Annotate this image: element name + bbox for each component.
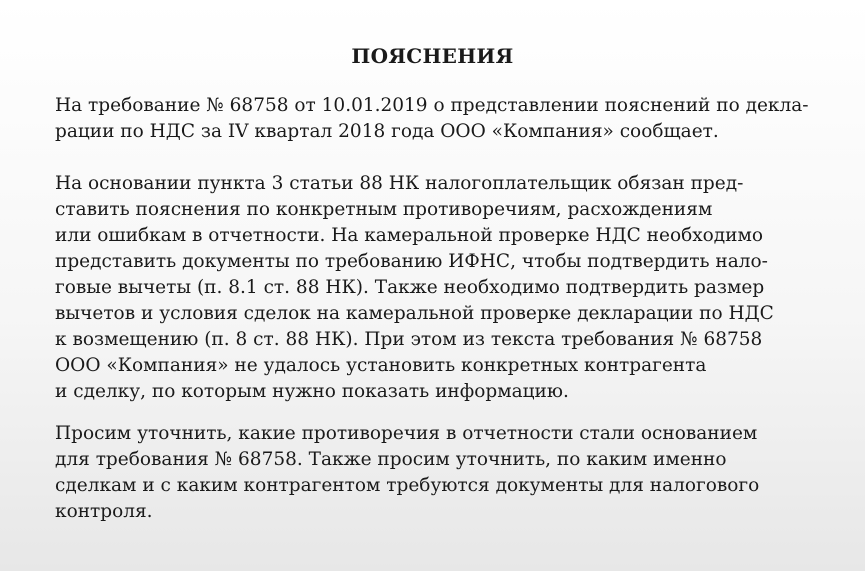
text-line: контроля. (55, 501, 153, 522)
paragraph-request-reference (55, 93, 845, 145)
text-line: Просим уточнить, какие противоречия в отчетности стали основанием (55, 423, 758, 444)
document-title: ПОЯСНЕНИЯ (351, 44, 514, 68)
text-line: рации по НДС за IV квартал 2018 года ООО «Компания» сообщает. (55, 121, 719, 142)
text-line: вычетов и условия сделок на камеральной проверке декларации по НДС (55, 303, 774, 324)
text-line: ставить пояснения по конкретным противоречиям, расхождениям (55, 199, 713, 220)
text-line: ООО «Компания» не удалось установить конкретных контрагента (55, 355, 707, 376)
text-line: или ошибкам в отчетности. На камеральной проверке НДС необходимо (55, 225, 764, 246)
text-line: представить документы по требованию ИФНС, чтобы подтвердить нало- (55, 251, 768, 272)
text-line: На основании пункта 3 статьи 88 НК налогоплательщик обязан пред- (55, 173, 744, 194)
text-line: сделкам и с каким контрагентом требуются документы для налогового (55, 475, 760, 496)
text-line: к возмещению (п. 8 ст. 88 НК). При этом из текста требования № 68758 (55, 329, 763, 350)
text-line: и сделку, по которым нужно показать информацию. (55, 381, 569, 402)
text-line: для требования № 68758. Также просим уточнить, по каким именно (55, 449, 727, 470)
paragraph-clarification-request (55, 421, 845, 525)
paragraph-legal-basis (55, 171, 845, 405)
text-line: говые вычеты (п. 8.1 ст. 88 НК). Также необходимо подтвердить размер (55, 277, 765, 298)
text-line: На требование № 68758 от 10.01.2019 о представлении пояснений по декла- (55, 95, 809, 116)
